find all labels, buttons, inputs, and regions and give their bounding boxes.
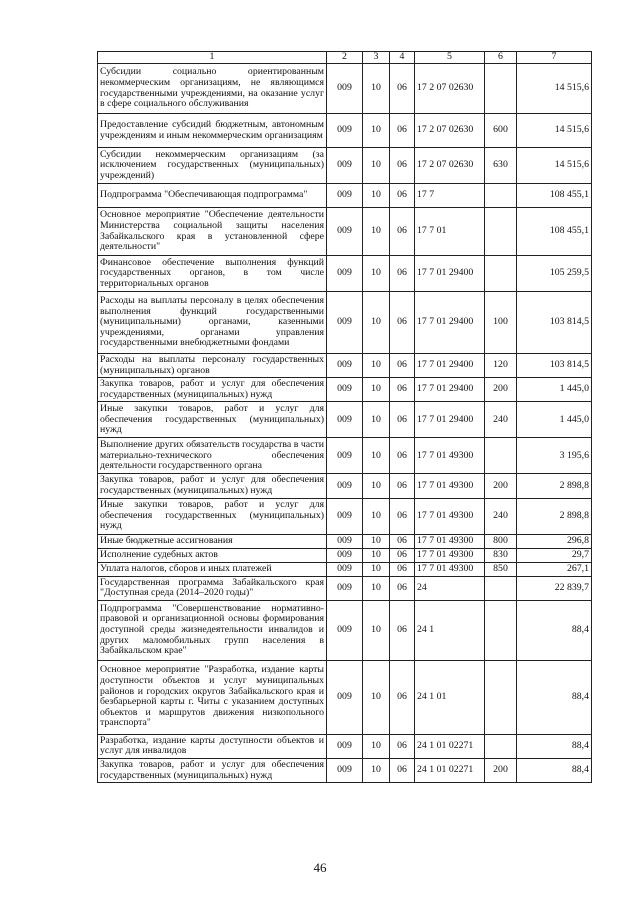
section-cell: 10 <box>363 378 390 402</box>
row-name-cell: Выполнение других обязательств государства в части материально-технического обеспечения деятельности государственного органа <box>98 438 327 474</box>
subsection-cell: 06 <box>390 64 415 114</box>
row-name-cell: Субсидии некоммерческим организациям (за исключением государственных (муниципальных) учреждений) <box>98 148 327 184</box>
amount-cell: 29,7 <box>517 548 592 562</box>
ministry-code-cell: 009 <box>327 402 363 438</box>
section-cell: 10 <box>363 256 390 292</box>
amount-cell: 88,4 <box>517 660 592 734</box>
target-article-cell: 17 7 01 49300 <box>415 562 485 576</box>
expense-type-cell <box>485 600 517 660</box>
subsection-cell: 06 <box>390 548 415 562</box>
section-cell: 10 <box>363 148 390 184</box>
table-row <box>98 354 592 378</box>
amount-cell: 14 515,6 <box>517 148 592 184</box>
row-name-cell: Финансовое обеспечение выполнения функций государственных органов, в том числе территориальных органов <box>98 256 327 292</box>
subsection-cell: 06 <box>390 562 415 576</box>
target-article-cell: 17 7 01 29400 <box>415 256 485 292</box>
row-name-cell: Основное мероприятие "Обеспечение деятельности Министерства социальной защиты населения Забайкальского края в установленной сфере деятельности" <box>98 208 327 256</box>
header-cell: 3 <box>363 52 390 64</box>
row-name-cell: Исполнение судебных актов <box>98 548 327 562</box>
ministry-code-cell: 009 <box>327 378 363 402</box>
row-name-cell: Подпрограмма "Обеспечивающая подпрограмма" <box>98 184 327 208</box>
ministry-code-cell: 009 <box>327 208 363 256</box>
table-row <box>98 148 592 184</box>
ministry-code-cell: 009 <box>327 184 363 208</box>
table-row <box>98 256 592 292</box>
target-article-cell: 17 7 01 29400 <box>415 292 485 354</box>
row-name-cell: Закупка товаров, работ и услуг для обеспечения государственных (муниципальных) нужд <box>98 378 327 402</box>
section-cell: 10 <box>363 498 390 534</box>
ministry-code-cell: 009 <box>327 64 363 114</box>
row-name-cell: Подпрограмма "Совершенствование нормативно-правовой и организационной основы формирования доступной среды жизнедеятельности инвалидов и других маломобильных групп населения в Забайкальском крае" <box>98 600 327 660</box>
subsection-cell: 06 <box>390 402 415 438</box>
ministry-code-cell: 009 <box>327 548 363 562</box>
expense-type-cell: 200 <box>485 474 517 498</box>
target-article-cell: 17 7 01 29400 <box>415 378 485 402</box>
expense-type-cell <box>485 208 517 256</box>
subsection-cell: 06 <box>390 354 415 378</box>
table-row <box>98 438 592 474</box>
amount-cell: 2 898,8 <box>517 498 592 534</box>
ministry-code-cell: 009 <box>327 758 363 782</box>
section-cell: 10 <box>363 734 390 758</box>
row-name-cell: Иные закупки товаров, работ и услуг для обеспечения государственных (муниципальных) нужд <box>98 498 327 534</box>
expense-type-cell: 200 <box>485 758 517 782</box>
expense-type-cell: 240 <box>485 402 517 438</box>
target-article-cell: 24 <box>415 576 485 600</box>
subsection-cell: 06 <box>390 576 415 600</box>
amount-cell: 267,1 <box>517 562 592 576</box>
ministry-code-cell: 009 <box>327 600 363 660</box>
expense-type-cell <box>485 660 517 734</box>
amount-cell: 14 515,6 <box>517 64 592 114</box>
section-cell: 10 <box>363 184 390 208</box>
section-cell: 10 <box>363 600 390 660</box>
subsection-cell: 06 <box>390 256 415 292</box>
expense-type-cell: 600 <box>485 114 517 148</box>
subsection-cell: 06 <box>390 208 415 256</box>
target-article-cell: 24 1 <box>415 600 485 660</box>
subsection-cell: 06 <box>390 474 415 498</box>
amount-cell: 1 445,0 <box>517 378 592 402</box>
amount-cell: 108 455,1 <box>517 208 592 256</box>
target-article-cell: 24 1 01 02271 <box>415 734 485 758</box>
expense-type-cell: 800 <box>485 534 517 548</box>
table-row <box>98 548 592 562</box>
row-name-cell: Субсидии социально ориентированным некоммерческим организациям, не являющимся государственными учреждениями, на оказание услуг в сфере социального обслуживания <box>98 64 327 114</box>
row-name-cell: Закупка товаров, работ и услуг для обеспечения государственных (муниципальных) нужд <box>98 474 327 498</box>
row-name-cell: Иные закупки товаров, работ и услуг для обеспечения государственных (муниципальных) нужд <box>98 402 327 438</box>
expense-type-cell: 850 <box>485 562 517 576</box>
section-cell: 10 <box>363 354 390 378</box>
subsection-cell: 06 <box>390 534 415 548</box>
row-name-cell: Разработка, издание карты доступности объектов и услуг для инвалидов <box>98 734 327 758</box>
header-cell: 4 <box>390 52 415 64</box>
table-row <box>98 498 592 534</box>
subsection-cell: 06 <box>390 114 415 148</box>
expense-type-cell <box>485 734 517 758</box>
expense-type-cell <box>485 438 517 474</box>
table-row <box>98 184 592 208</box>
subsection-cell: 06 <box>390 734 415 758</box>
expense-type-cell: 200 <box>485 378 517 402</box>
table-row <box>98 600 592 660</box>
amount-cell: 88,4 <box>517 758 592 782</box>
table-row <box>98 378 592 402</box>
amount-cell: 88,4 <box>517 600 592 660</box>
section-cell: 10 <box>363 208 390 256</box>
ministry-code-cell: 009 <box>327 562 363 576</box>
table-body <box>98 64 592 783</box>
section-cell: 10 <box>363 114 390 148</box>
ministry-code-cell: 009 <box>327 576 363 600</box>
expense-type-cell: 830 <box>485 548 517 562</box>
subsection-cell: 06 <box>390 148 415 184</box>
table-row <box>98 402 592 438</box>
header-cell: 1 <box>98 52 327 64</box>
page-number: 46 <box>313 860 327 875</box>
table-row <box>98 562 592 576</box>
subsection-cell: 06 <box>390 600 415 660</box>
row-name-cell: Иные бюджетные ассигнования <box>98 534 327 548</box>
section-cell: 10 <box>363 534 390 548</box>
ministry-code-cell: 009 <box>327 256 363 292</box>
subsection-cell: 06 <box>390 758 415 782</box>
amount-cell: 88,4 <box>517 734 592 758</box>
expense-type-cell: 100 <box>485 292 517 354</box>
section-cell: 10 <box>363 64 390 114</box>
target-article-cell: 17 7 <box>415 184 485 208</box>
target-article-cell: 17 7 01 49300 <box>415 534 485 548</box>
section-cell: 10 <box>363 576 390 600</box>
amount-cell: 3 195,6 <box>517 438 592 474</box>
subsection-cell: 06 <box>390 184 415 208</box>
amount-cell: 296,8 <box>517 534 592 548</box>
ministry-code-cell: 009 <box>327 534 363 548</box>
subsection-cell: 06 <box>390 438 415 474</box>
section-cell: 10 <box>363 758 390 782</box>
row-name-cell: Основное мероприятие "Разработка, издание карты доступности объектов и услуг муниципальных районов и городских округов Забайкальского края и безбарьерной карты г. Читы с указанием доступных объектов и маршрутов движения низкопольного транспорта" <box>98 660 327 734</box>
amount-cell: 103 814,5 <box>517 354 592 378</box>
ministry-code-cell: 009 <box>327 498 363 534</box>
target-article-cell: 17 7 01 29400 <box>415 354 485 378</box>
target-article-cell: 17 2 07 02630 <box>415 114 485 148</box>
ministry-code-cell: 009 <box>327 474 363 498</box>
table-header-row <box>98 52 592 64</box>
row-name-cell: Расходы на выплаты персоналу государственных (муниципальных) органов <box>98 354 327 378</box>
subsection-cell: 06 <box>390 498 415 534</box>
header-cell: 6 <box>485 52 517 64</box>
ministry-code-cell: 009 <box>327 438 363 474</box>
target-article-cell: 17 2 07 02630 <box>415 64 485 114</box>
target-article-cell: 24 1 01 02271 <box>415 758 485 782</box>
target-article-cell: 24 1 01 <box>415 660 485 734</box>
budget-table <box>97 51 592 783</box>
subsection-cell: 06 <box>390 378 415 402</box>
row-name-cell: Предоставление субсидий бюджетным, автономным учреждениям и иным некоммерческим организациям <box>98 114 327 148</box>
table-row <box>98 114 592 148</box>
expense-type-cell <box>485 576 517 600</box>
ministry-code-cell: 009 <box>327 292 363 354</box>
table-row <box>98 576 592 600</box>
table-row <box>98 208 592 256</box>
target-article-cell: 17 7 01 49300 <box>415 498 485 534</box>
amount-cell: 14 515,6 <box>517 114 592 148</box>
header-cell: 2 <box>327 52 363 64</box>
expense-type-cell: 240 <box>485 498 517 534</box>
expense-type-cell <box>485 184 517 208</box>
target-article-cell: 17 7 01 49300 <box>415 548 485 562</box>
row-name-cell: Расходы на выплаты персоналу в целях обеспечения выполнения функций государственными (муниципальными) органами, казенными учреждениями, органами управления государственными внебюджетными фондами <box>98 292 327 354</box>
table-row <box>98 474 592 498</box>
expense-type-cell: 120 <box>485 354 517 378</box>
amount-cell: 105 259,5 <box>517 256 592 292</box>
ministry-code-cell: 009 <box>327 354 363 378</box>
header-cell: 5 <box>415 52 485 64</box>
expense-type-cell: 630 <box>485 148 517 184</box>
header-cell: 7 <box>517 52 592 64</box>
expense-type-cell <box>485 256 517 292</box>
section-cell: 10 <box>363 548 390 562</box>
section-cell: 10 <box>363 402 390 438</box>
subsection-cell: 06 <box>390 660 415 734</box>
amount-cell: 1 445,0 <box>517 402 592 438</box>
section-cell: 10 <box>363 660 390 734</box>
section-cell: 10 <box>363 438 390 474</box>
table-row <box>98 758 592 782</box>
row-name-cell: Уплата налогов, сборов и иных платежей <box>98 562 327 576</box>
section-cell: 10 <box>363 474 390 498</box>
row-name-cell: Государственная программа Забайкальского края "Доступная среда (2014–2020 годы)" <box>98 576 327 600</box>
amount-cell: 108 455,1 <box>517 184 592 208</box>
ministry-code-cell: 009 <box>327 660 363 734</box>
table-row <box>98 660 592 734</box>
ministry-code-cell: 009 <box>327 734 363 758</box>
section-cell: 10 <box>363 292 390 354</box>
row-name-cell: Закупка товаров, работ и услуг для обеспечения государственных (муниципальных) нужд <box>98 758 327 782</box>
table-row <box>98 64 592 114</box>
amount-cell: 103 814,5 <box>517 292 592 354</box>
subsection-cell: 06 <box>390 292 415 354</box>
target-article-cell: 17 7 01 <box>415 208 485 256</box>
amount-cell: 22 839,7 <box>517 576 592 600</box>
table-row <box>98 292 592 354</box>
ministry-code-cell: 009 <box>327 114 363 148</box>
target-article-cell: 17 2 07 02630 <box>415 148 485 184</box>
target-article-cell: 17 7 01 29400 <box>415 402 485 438</box>
target-article-cell: 17 7 01 49300 <box>415 474 485 498</box>
ministry-code-cell: 009 <box>327 148 363 184</box>
table-row <box>98 534 592 548</box>
target-article-cell: 17 7 01 49300 <box>415 438 485 474</box>
table-row <box>98 734 592 758</box>
expense-type-cell <box>485 64 517 114</box>
section-cell: 10 <box>363 562 390 576</box>
amount-cell: 2 898,8 <box>517 474 592 498</box>
